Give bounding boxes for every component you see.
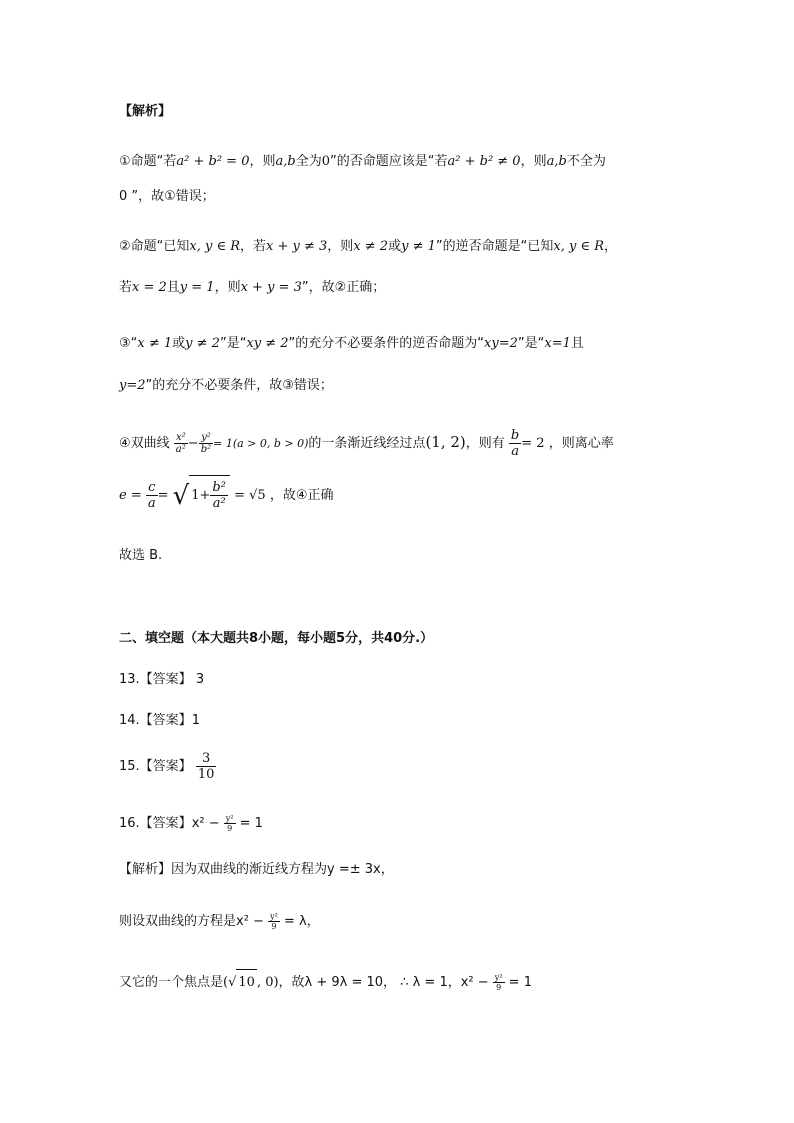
sqrt-10: √ 10 [228, 969, 257, 996]
item-3-line-2: y=2”的充分不必要条件，故③错误； [119, 378, 333, 393]
sqrt-expression: √ 1+ $\frac{\text{b²}}{\text{a²}}$ [173, 475, 230, 516]
fraction-b2-a2: $\frac{\text{b²}}{\text{a²}}$ [212, 480, 226, 511]
item-4-line-2: e = $\frac{c}{a}$ = √ 1+ $\frac{\text{b²}}{\text{a²}}$ = √5 ，故④正确 [119, 475, 334, 516]
analysis-16-line-2: 则设双曲线的方程是x² − $\frac{\text{y²}}{9}$ = λ， [119, 912, 320, 931]
analysis-16-line-1: 【解析】因为双曲线的渐近线方程为y =± 3x， [119, 862, 394, 877]
answer-13: 13.【答案】 3 [119, 672, 205, 687]
fraction-y2-b2: $\frac{\text{y²}}{\text{b²}}$ [200, 432, 212, 455]
item-3-line-1: ③“x ≠ 1或y ≠ 2”是“xy ≠ 2”的充分不必要条件的逆否命题为“xy=2”是“x=1且 [119, 336, 584, 351]
item-2-line-1: ②命题“已知x, y ∈ R，若x + y ≠ 3，则x ≠ 2或y ≠ 1”的逆否命题是“已知x, y ∈ R， [119, 239, 617, 254]
answer-14: 14.【答案】1 [119, 713, 200, 728]
fraction-x2-a2: $\frac{\text{x²}}{\text{a²}}$ [175, 432, 186, 455]
section-2-heading: 二、填空题（本大题共8小题，每小题5分，共40分.） [119, 631, 434, 646]
fraction-y2-9: $\frac{\text{y²}}{9}$ [225, 814, 234, 833]
fraction-c-a: $\frac{c}{a}$ [147, 480, 156, 511]
fraction-b-a: $\frac{b}{a}$ [510, 428, 520, 459]
item-2-line-2: 若x = 2且y = 1，则x + y = 3”，故②正确； [119, 280, 386, 295]
item-4-line-1: ④双曲线 $\frac{\text{x²}}{\text{a²}}$ − $\frac{\text{y²}}{\text{b²}}$ = 1(a > 0, b > 0)的一条渐近线经过点(1, 2)，则有 $\frac{b}{a}$ = 2 ，则离心率 [119, 428, 614, 459]
analysis-heading: 【解析】 [119, 104, 172, 119]
fraction-y2-9-l2: $\frac{\text{y²}}{9}$ [270, 912, 278, 931]
fraction-3-10: $\frac{3}{10}$ [197, 751, 215, 782]
answer-16: 16.【答案】x² − $\frac{\text{y²}}{9}$ = 1 [119, 814, 263, 833]
answer-15: 15.【答案】 $\frac{3}{10}$ [119, 751, 215, 782]
item-1-line-2: 0 ”，故①错误； [119, 189, 215, 204]
choose-answer: 故选 B. [119, 548, 163, 563]
item-1-line-1: ①命题“若a² + b² = 0，则a,b全为0”的否命题应该是“若a² + b² ≠ 0，则a,b不全为 [119, 154, 606, 169]
analysis-16-line-3: 又它的一个焦点是(√ 10 , 0)，故λ + 9λ = 10， ∴ λ = 1，x² − $\frac{\text{y²}}{9}$ = 1 [119, 969, 532, 996]
fraction-y2-9-l3: $\frac{\text{y²}}{9}$ [494, 973, 503, 992]
